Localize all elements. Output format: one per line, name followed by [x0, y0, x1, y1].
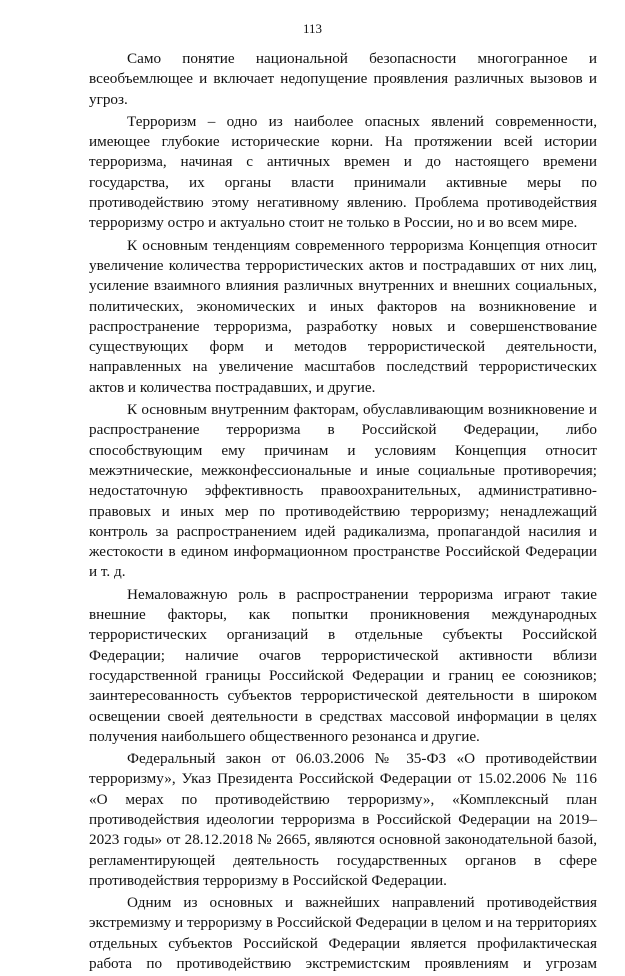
paragraph-prevention-work: Одним из основных и важнейших направлений противодействия экстремизму и терроризму в Российской Федерации в целом и на территориях отдельных субъектов Российской Федерации является профилактическая работа по противодействию экстремистским проявлениям и угрозам: [89, 894, 597, 973]
paragraph-modern-trends: К основным тенденциям современного терроризма Концепция относит увеличение количества террористических актов и пострадавших от них лиц, усиление взаимного влияния различных внутренних и внешних социальных, политических, экономических и иных факторов на возникновение и распространение терроризма, разработку новых и совершенствование существующих форм и методов террористической деятельности, направленных на увеличение масштабов последствий террористических актов и количества пострадавших, и другие.: [89, 236, 597, 396]
paragraph-terrorism-definition: Терроризм – одно из наиболее опасных явлений современности, имеющее глубокие исторические корни. На протяжении всей истории терроризма, начиная с античных времен и до настоящего времени государства, их органы власти принимали активные меры по противодействию этому негативному явлению. Проблема противодействия терроризму остро и актуально стоит не только в России, но и во всем мире.: [89, 112, 597, 232]
paragraph-external-factors: Немаловажную роль в распространении терроризма играют такие внешние факторы, как попытки проникновения международных террористических организаций в отдельные субъекты Российской Федерации; наличие очагов террористической активности вблизи государственной границы Российской Федерации и границ ее союзников; заинтересованность субъектов террористической деятельности в широком освещении своей деятельности в средствах массовой информации в целях получения наибольшего общественного резонанса и другие.: [89, 585, 597, 745]
paragraph-legal-basis: Федеральный закон от 06.03.2006 № 35-ФЗ «О противодействии терроризму», Указ Президента Российской Федерации от 15.02.2006 № 116 «О мерах по противодействию терроризму», «Комплексный план противодействия идеологии терроризма в Российской Федерации на 2019–2023 годы» от 28.12.2018 № 2665, являются основной законодательной базой, регламентирующей деятельность государственных органов в сфере противодействия терроризму в Российской Федерации.: [89, 750, 597, 889]
paragraph-national-security: Само понятие национальной безопасности многогранное и всеобъемлющее и включает недопущение проявления различных вызовов и угроз.: [89, 50, 597, 108]
paragraph-internal-factors: К основным внутренним факторам, обуславливающим возникновение и распространение терроризма в Российской Федерации, либо способствующим ему причинам и условиям Концепция относит межэтнические, межконфессиональные и иные социальные противоречия; недостаточную эффективность правоохранительных, административно-правовых и иных мер по противодействию терроризму; ненадлежащий контроль за распространением идей радикализма, пропагандой насилия и жестокости в едином информационном пространстве Российской Федерации и т. д.: [89, 401, 597, 581]
body-text: [89, 49, 597, 976]
page-number: 113: [302, 21, 323, 36]
